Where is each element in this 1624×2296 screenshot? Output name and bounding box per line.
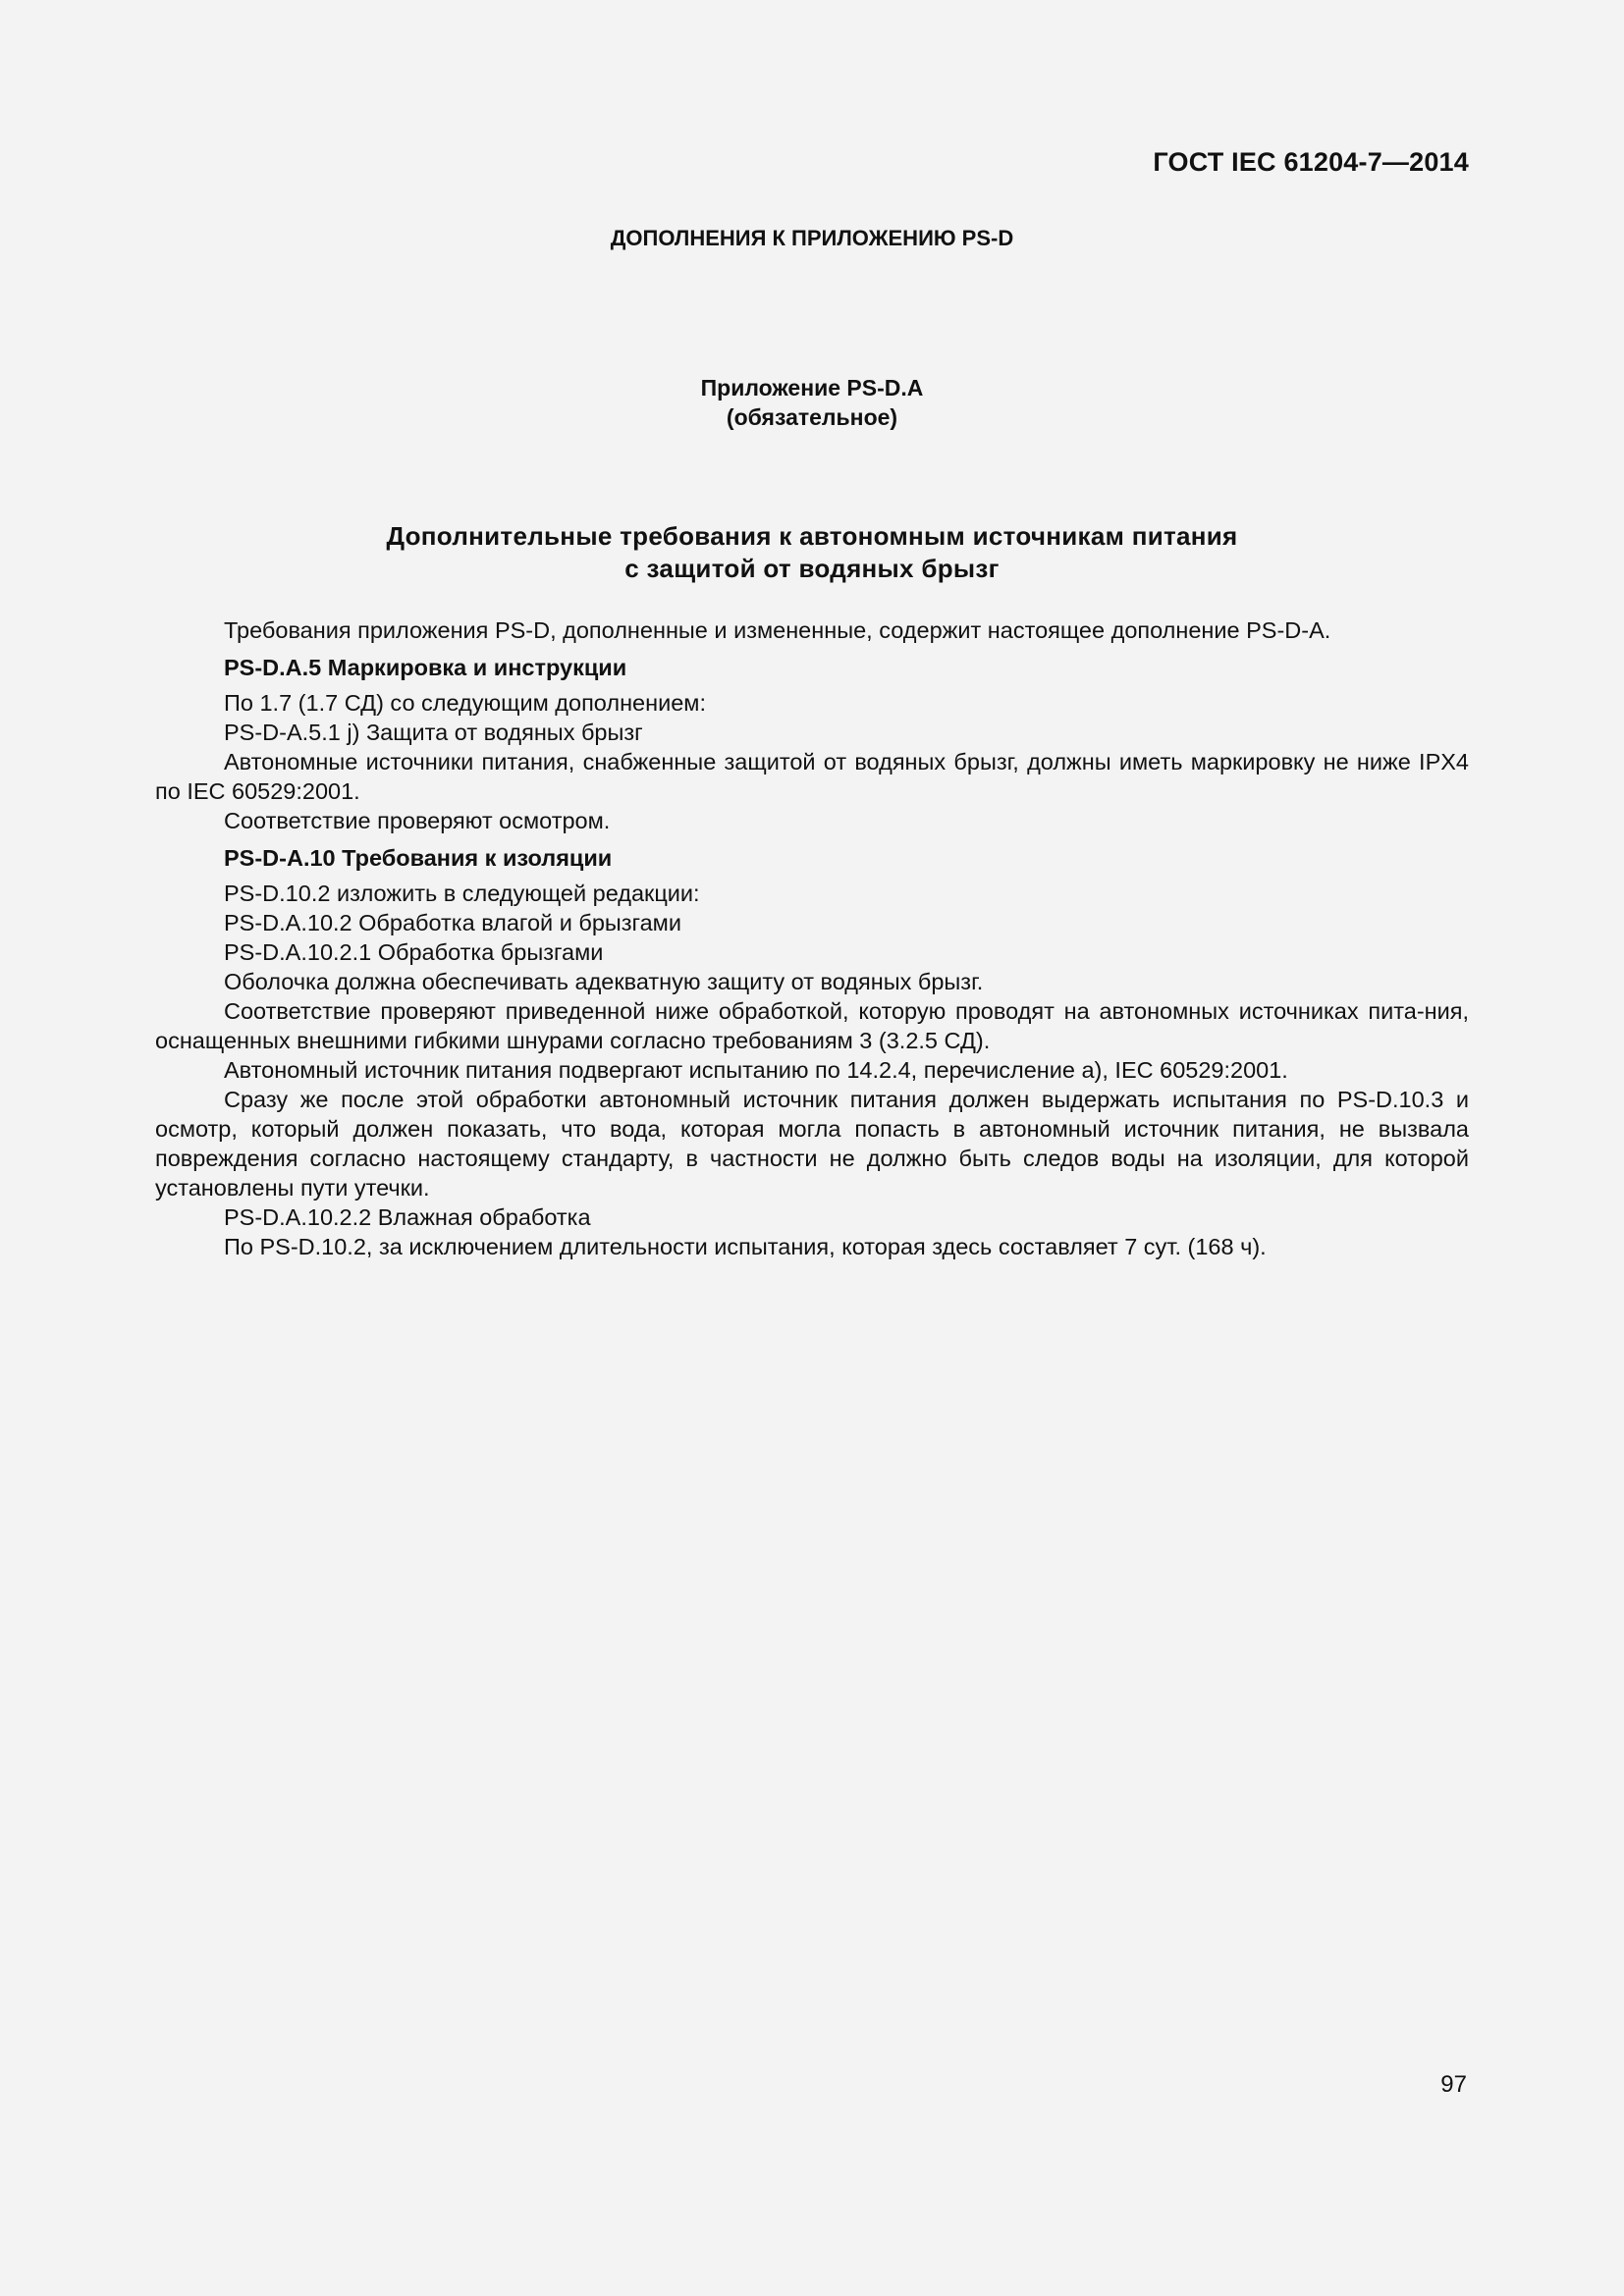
paragraph: Соответствие проверяют осмотром. xyxy=(224,808,611,833)
paragraph: PS-D.10.2 изложить в следующей редакции: xyxy=(224,881,700,906)
main-heading-line-2: с защитой от водяных брызг xyxy=(624,554,1000,583)
paragraph: По 1.7 (1.7 СД) со следующим дополнением: xyxy=(224,690,706,716)
paragraph: Оболочка должна обеспечивать адекватную защиту от водяных брызг. xyxy=(224,969,984,994)
paragraph: Требования приложения PS-D, дополненные и измененные, содержит настоящее дополнение PS-D-A. xyxy=(224,617,1331,643)
main-heading-line-1: Дополнительные требования к автономным источникам питания xyxy=(386,521,1238,551)
paragraph: PS-D-A.5.1 j) Защита от водяных брызг xyxy=(224,720,643,745)
paragraph: Сразу же после этой обработки автономный источник питания должен выдержать испытания по PS-D.10.3 и осмотр, который должен показать, что вода, которая могла попасть в автономный источник питания, не вызвала повреждения согласно настоящему стандарту, в частности не должно быть следов воды на изоляции, для которой установлены пути утечки. xyxy=(155,1087,1469,1201)
section-heading: PS-D.A.5 Маркировка и инструкции xyxy=(224,655,627,680)
supplement-title: ДОПОЛНЕНИЯ К ПРИЛОЖЕНИЮ PS-D xyxy=(610,226,1014,250)
body-text xyxy=(155,615,1469,1261)
page-number: 97 xyxy=(1440,2071,1467,2098)
paragraph: По PS-D.10.2, за исключением длительности испытания, которая здесь составляет 7 сут. (168 ч). xyxy=(224,1234,1267,1259)
main-heading xyxy=(0,520,1624,585)
section-heading: PS-D-A.10 Требования к изоляции xyxy=(224,845,613,871)
annex-title: Приложение PS-D.A xyxy=(700,375,924,400)
paragraph: Автономный источник питания подвергают испытанию по 14.2.4, перечисление а), IEC 60529:2001. xyxy=(224,1057,1288,1083)
paragraph: Соответствие проверяют приведенной ниже обработкой, которую проводят на автономных источниках пита-ния, оснащенных внешними гибкими шнурами согласно требованиям 3 (3.2.5 СД). xyxy=(155,998,1469,1053)
paragraph: PS-D.A.10.2 Обработка влагой и брызгами xyxy=(224,910,681,935)
annex-status: (обязательное) xyxy=(726,404,898,430)
paragraph: Автономные источники питания, снабженные защитой от водяных брызг, должны иметь маркировку не ниже IPX4 по IEC 60529:2001. xyxy=(155,749,1469,804)
annex-title-block xyxy=(0,373,1624,432)
paragraph: PS-D.A.10.2.2 Влажная обработка xyxy=(224,1204,591,1230)
document-code: ГОСТ IEC 61204-7—2014 xyxy=(1153,147,1469,177)
paragraph: PS-D.A.10.2.1 Обработка брызгами xyxy=(224,939,604,965)
